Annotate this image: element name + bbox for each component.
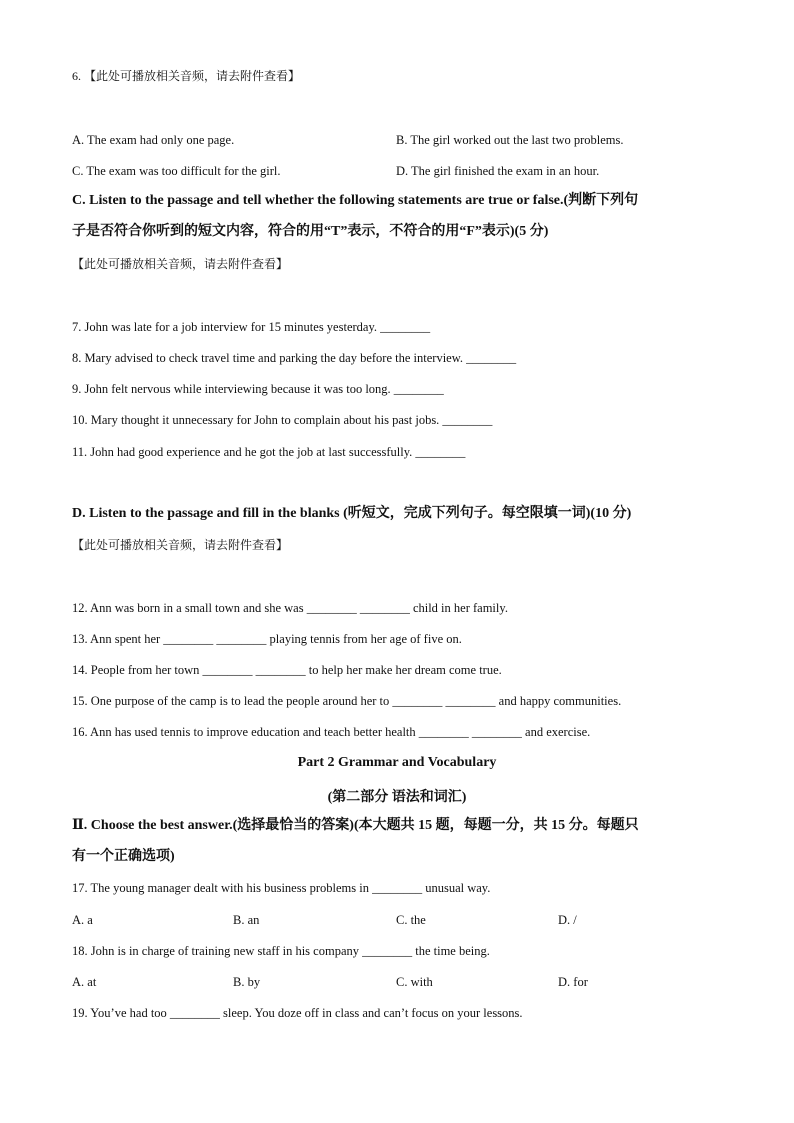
statement-8: 8. Mary advised to check travel time and parking the day before the interview. ________	[72, 351, 517, 365]
section-ii-heading-line1: Ⅱ. Choose the best answer.(选择最恰当的答案)(本大题共 15 题，每题一分，共 15 分。每题只	[72, 818, 639, 833]
q18-option-c: C. with	[396, 975, 433, 989]
blank-item-15: 15. One purpose of the camp is to lead the people around her to ________ ________ and happy communities.	[72, 694, 622, 708]
statement-9: 9. John felt nervous while interviewing because it was too long. ________	[72, 382, 444, 396]
section-c-heading-line1: C. Listen to the passage and tell whether the following statements are true or false.(判断下列句	[72, 193, 639, 208]
question-18-stem: 18. John is in charge of training new staff in his company ________ the time being.	[72, 944, 490, 958]
section-ii-heading-line2: 有一个正确选项)	[72, 849, 175, 864]
question-19-stem: 19. You’ve had too ________ sleep. You doze off in class and can’t focus on your lessons.	[72, 1006, 523, 1020]
statement-11: 11. John had good experience and he got the job at last successfully. ________	[72, 445, 466, 459]
section-c-heading-line2: 子是否符合你听到的短文内容，符合的用“T”表示，不符合的用“F”表示)(5 分)	[72, 224, 549, 239]
q17-option-a: A. a	[72, 913, 93, 927]
option-d: D. The girl finished the exam in an hour.	[396, 164, 600, 178]
option-a: A. The exam had only one page.	[72, 133, 235, 147]
q18-option-d: D. for	[558, 975, 588, 989]
section-d-heading: D. Listen to the passage and fill in the blanks (听短文，完成下列句子。每空限填一词)(10 分)	[72, 506, 632, 521]
q17-option-b: B. an	[233, 913, 260, 927]
part2-subtitle: (第二部分 语法和词汇)	[327, 790, 467, 805]
blank-item-14: 14. People from her town ________ ________ to help her make her dream come true.	[72, 663, 502, 677]
part2-title: Part 2 Grammar and Vocabulary	[297, 755, 497, 770]
audio-note-section-c: 【此处可播放相关音频，请去附件查看】	[72, 257, 289, 271]
option-c: C. The exam was too difficult for the girl.	[72, 164, 281, 178]
q18-option-a: A. at	[72, 975, 97, 989]
blank-item-12: 12. Ann was born in a small town and she was ________ ________ child in her family.	[72, 601, 508, 615]
option-b: B. The girl worked out the last two problems.	[396, 133, 624, 147]
audio-note-section-d: 【此处可播放相关音频，请去附件查看】	[72, 538, 289, 552]
statement-7: 7. John was late for a job interview for 15 minutes yesterday. ________	[72, 320, 431, 334]
q17-option-c: C. the	[396, 913, 426, 927]
blank-item-16: 16. Ann has used tennis to improve education and teach better health ________ ________ and exercise.	[72, 725, 591, 739]
statement-10: 10. Mary thought it unnecessary for John to complain about his past jobs. ________	[72, 413, 493, 427]
blank-item-13: 13. Ann spent her ________ ________ playing tennis from her age of five on.	[72, 632, 462, 646]
q17-option-d: D. /	[558, 913, 577, 927]
audio-note-q6: 6. 【此处可播放相关音频，请去附件查看】	[72, 69, 301, 83]
q18-option-b: B. by	[233, 975, 261, 989]
question-17-stem: 17. The young manager dealt with his business problems in ________ unusual way.	[72, 881, 491, 895]
